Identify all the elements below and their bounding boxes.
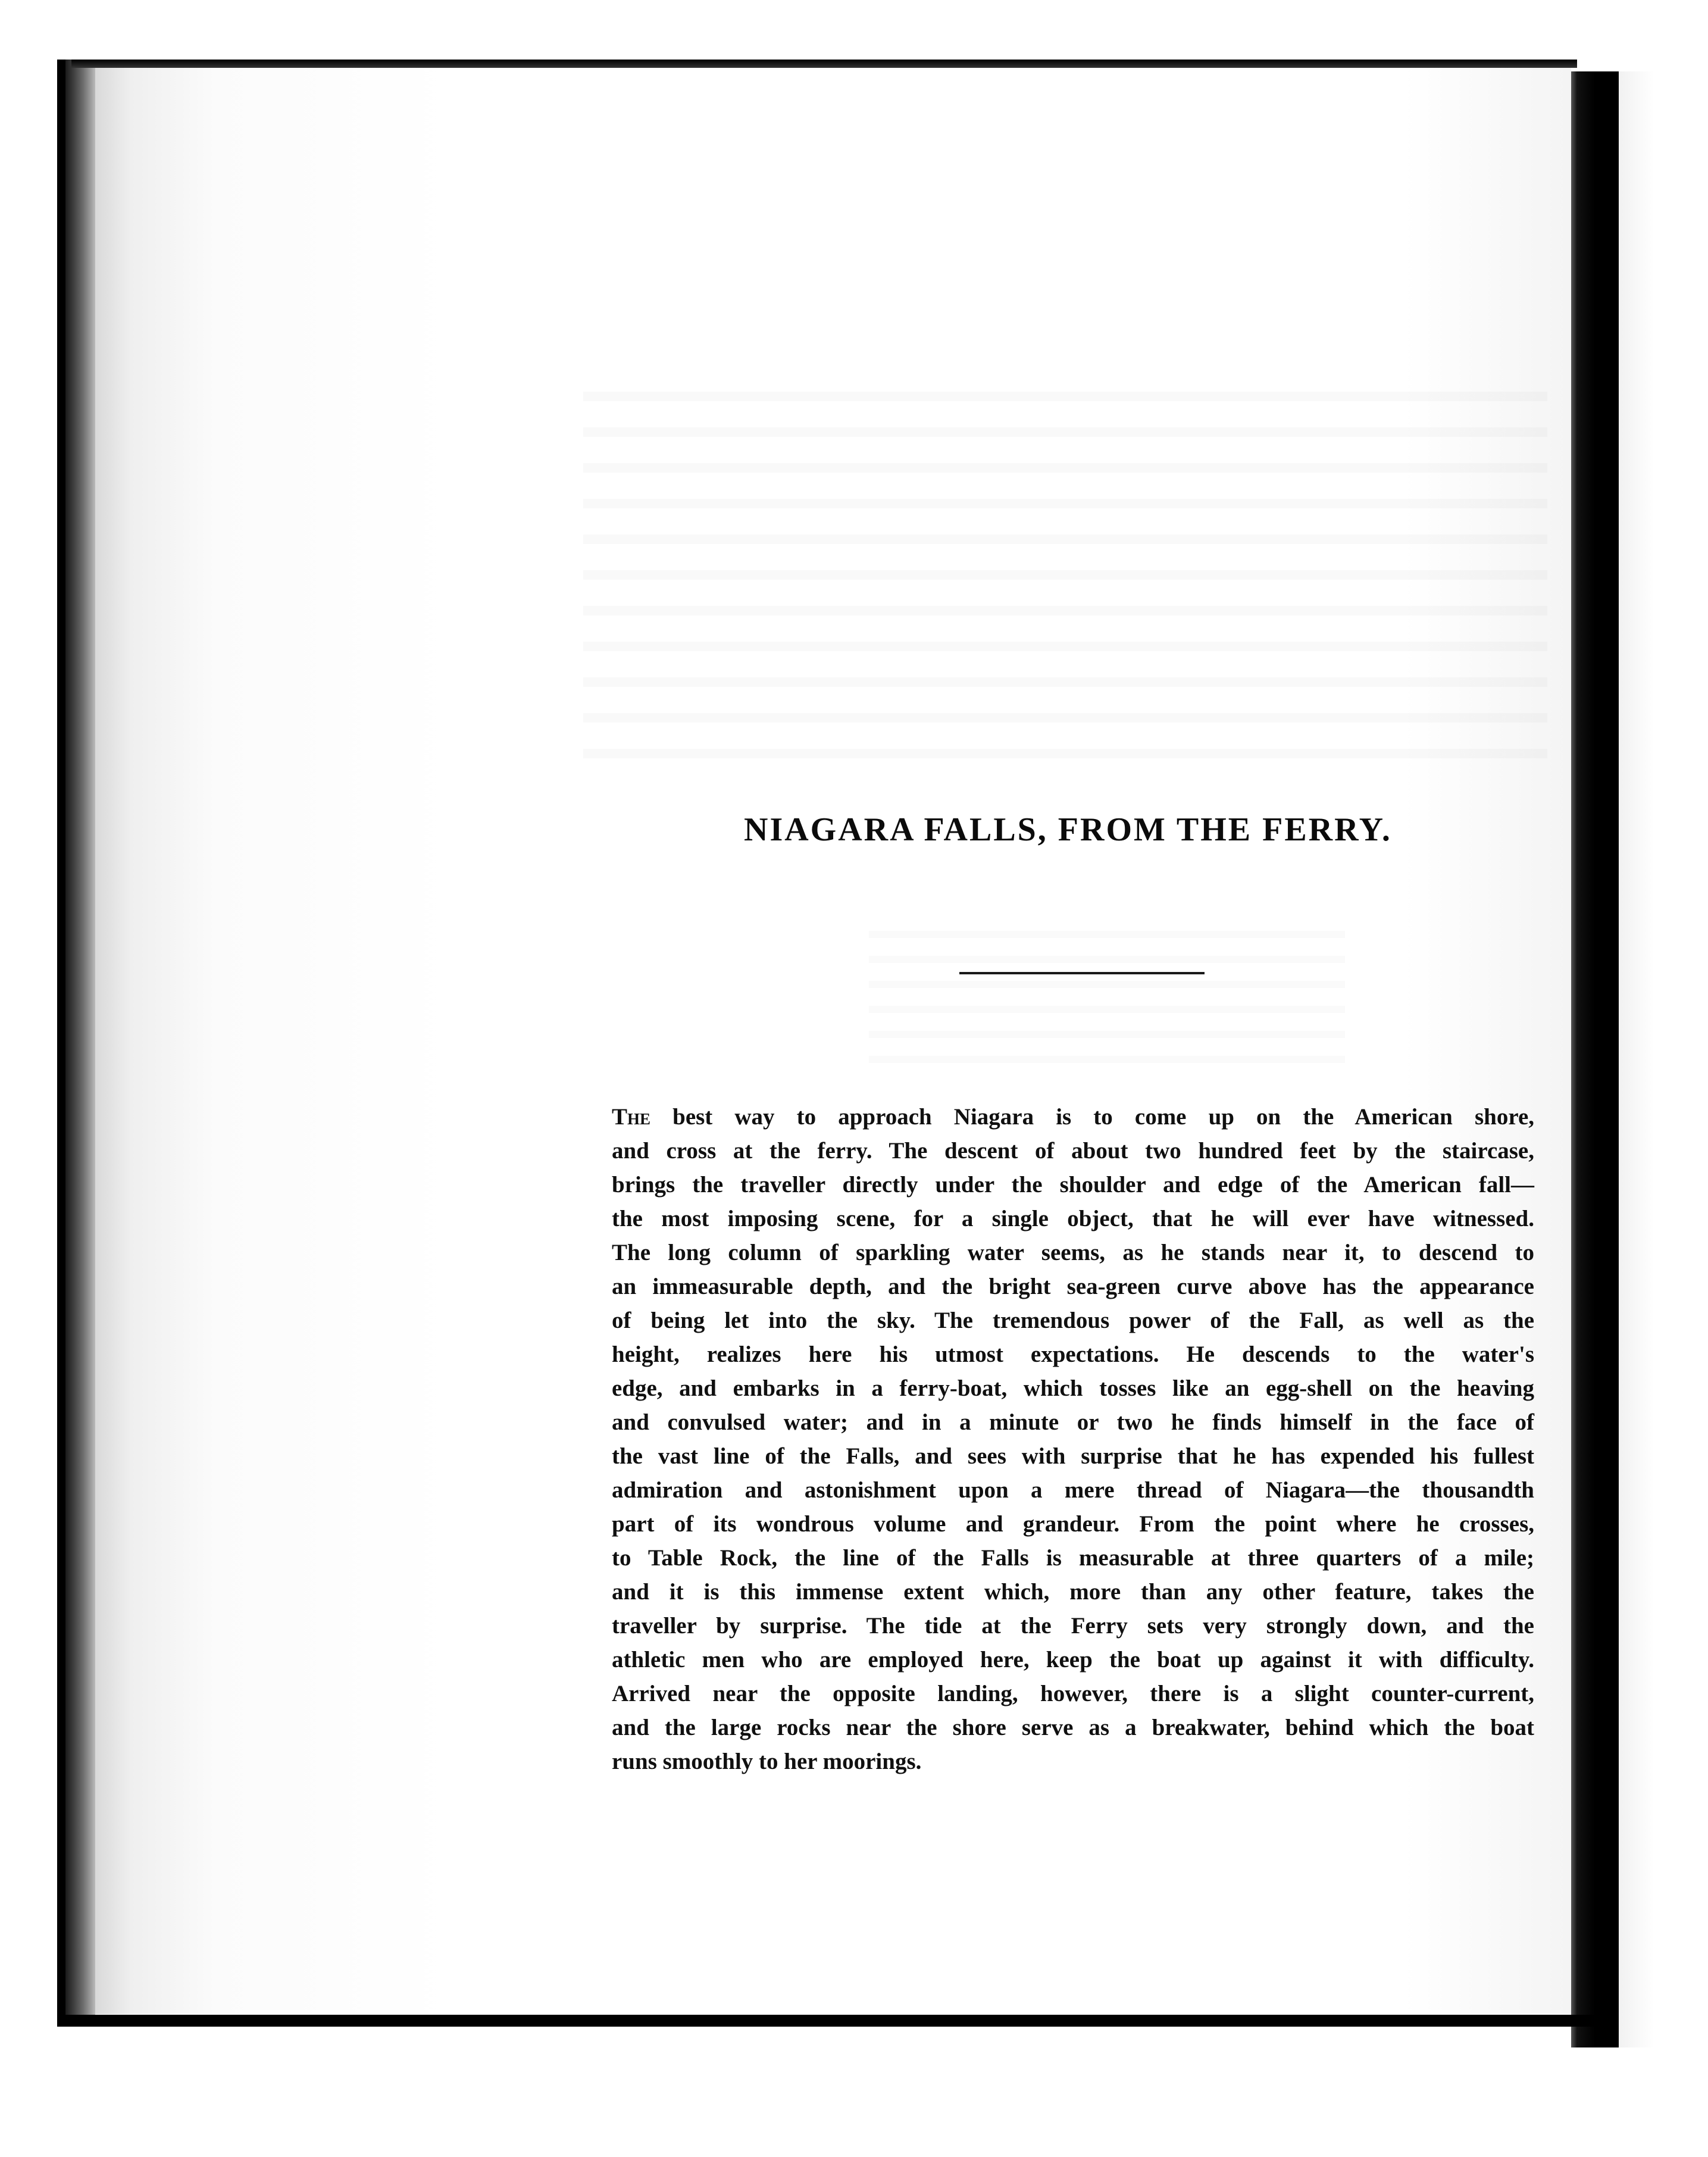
body-line: of being let into the sky. The tremendous power of the Fall, as well as the xyxy=(612,1308,1534,1333)
body-line: The long column of sparkling water seems, as he stands near it, to descend to xyxy=(612,1240,1534,1265)
scan-margin-top xyxy=(0,0,1708,65)
drop-word: The xyxy=(612,1104,651,1130)
body-line: and cross at the ferry. The descent of about two hundred feet by the staircase, xyxy=(612,1138,1534,1164)
page-edge-shadow xyxy=(1571,71,1595,2047)
body-line: the vast line of the Falls, and sees with surprise that he has expended his fullest xyxy=(612,1443,1534,1469)
binding-shadow-outer xyxy=(57,60,65,2018)
book-page xyxy=(95,68,1571,2014)
body-line: an immeasurable depth, and the bright sea-green curve above has the appearance xyxy=(612,1274,1534,1299)
facing-page-edge xyxy=(1619,71,1708,2047)
page-title: NIAGARA FALLS, FROM THE FERRY. xyxy=(744,811,1392,848)
body-line: and convulsed water; and in a minute or two he finds himself in the face of xyxy=(612,1409,1534,1435)
show-through-text xyxy=(583,365,1547,782)
body-line: runs smoothly to her moorings. xyxy=(612,1749,922,1774)
body-line: height, realizes here his utmost expectations. He descends to the water's xyxy=(612,1342,1534,1367)
body-line: Arrived near the opposite landing, however, there is a slight counter-current, xyxy=(612,1681,1534,1706)
body-line xyxy=(612,1100,1534,1134)
body-line: admiration and astonishment upon a mere thread of Niagara—the thousandth xyxy=(612,1477,1534,1503)
body-line: brings the traveller directly under the shoulder and edge of the American fall— xyxy=(612,1172,1534,1198)
binding-shadow xyxy=(65,60,95,2024)
page-top-edge xyxy=(71,60,1577,68)
body-line: to Table Rock, the line of the Falls is measurable at three quarters of a mile; xyxy=(612,1545,1534,1571)
body-line-text: best way to approach Niagara is to come up on the American shore, xyxy=(650,1104,1534,1130)
body-line: athletic men who are employed here, keep the boat up against it with difficulty. xyxy=(612,1647,1534,1673)
show-through-verse xyxy=(869,913,1345,1068)
body-line: traveller by surprise. The tide at the Ferry sets very strongly down, and the xyxy=(612,1613,1534,1639)
body-line: part of its wondrous volume and grandeur. From the point where he crosses, xyxy=(612,1511,1534,1537)
body-line: and it is this immense extent which, more than any other feature, takes the xyxy=(612,1579,1534,1605)
page-gutter xyxy=(1595,71,1619,2047)
body-line: edge, and embarks in a ferry-boat, which tosses like an egg-shell on the heaving xyxy=(612,1376,1534,1401)
title-rule xyxy=(959,972,1205,974)
body-paragraph xyxy=(612,1100,1534,1778)
body-line: and the large rocks near the shore serve as a breakwater, behind which the boat xyxy=(612,1715,1534,1740)
page-bottom-edge xyxy=(57,2015,1619,2027)
body-line: the most imposing scene, for a single object, that he will ever have witnessed. xyxy=(612,1206,1534,1231)
